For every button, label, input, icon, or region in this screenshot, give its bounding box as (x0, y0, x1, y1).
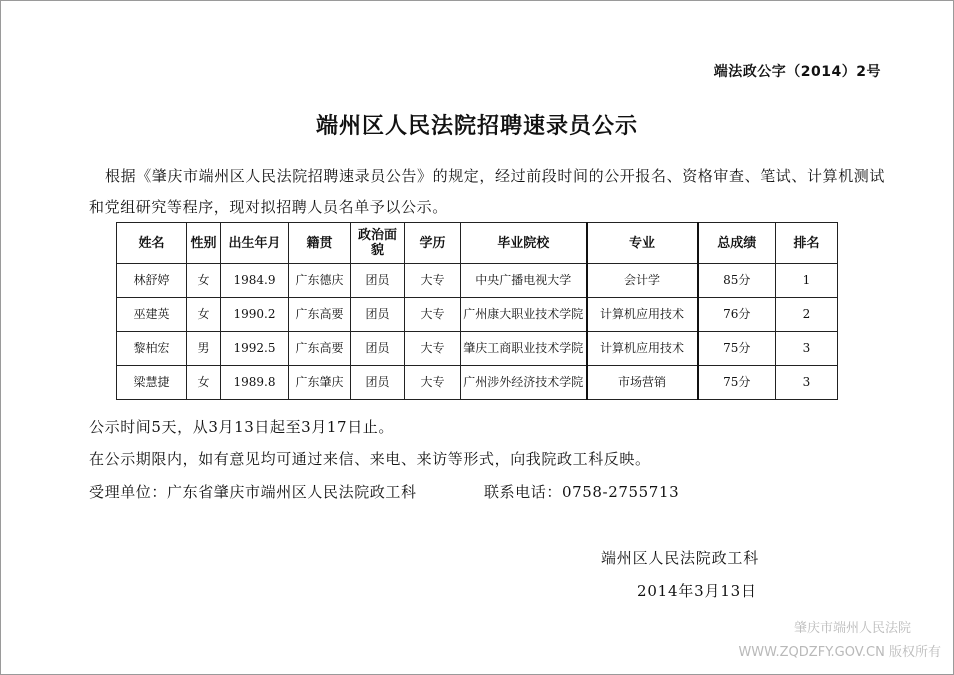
header-score: 总成绩 (698, 223, 776, 264)
signature-org: 端州区人民法院政工科 (601, 549, 760, 567)
cell-birth: 1992.5 (221, 332, 289, 366)
cell-name: 梁慧捷 (117, 366, 187, 400)
cell-school: 广州涉外经济技术学院 (461, 366, 587, 400)
cell-gender: 女 (187, 366, 221, 400)
cell-score: 75分 (698, 366, 776, 400)
cell-gender: 女 (187, 264, 221, 298)
table-row (117, 264, 838, 298)
cell-rank: 2 (776, 298, 838, 332)
cell-gender: 女 (187, 298, 221, 332)
intro-paragraph: 根据《肇庆市端州区人民法院招聘速录员公告》的规定，经过前段时间的公开报名、资格审查、笔试、计算机测试和党组研究等程序，现对拟招聘人员名单予以公示。 (89, 167, 886, 216)
table-header-row (117, 223, 838, 264)
cell-score: 85分 (698, 264, 776, 298)
table-row (117, 366, 838, 400)
cell-rank: 3 (776, 366, 838, 400)
header-school: 毕业院校 (461, 223, 587, 264)
cell-score: 76分 (698, 298, 776, 332)
cell-major: 计算机应用技术 (587, 298, 698, 332)
header-gender: 性别 (187, 223, 221, 264)
contact-phone: 联系电话：0758-2755713 (483, 483, 680, 501)
cell-political-status: 团员 (351, 366, 405, 400)
document-number: 端法政公字（2014）2号 (713, 64, 881, 80)
signature-date: 2014年3月13日 (637, 582, 757, 600)
cell-rank: 3 (776, 332, 838, 366)
cell-birth: 1989.8 (221, 366, 289, 400)
notice-contact-line (89, 477, 889, 508)
cell-major: 市场营销 (587, 366, 698, 400)
cell-rank: 1 (776, 264, 838, 298)
cell-native-place: 广东高要 (289, 332, 351, 366)
cell-native-place: 广东高要 (289, 298, 351, 332)
notice-period: 公示时间5天，从3月13日起至3月17日止。 (89, 418, 395, 436)
header-birth: 出生年月 (221, 223, 289, 264)
cell-name: 巫建英 (117, 298, 187, 332)
cell-major: 计算机应用技术 (587, 332, 698, 366)
cell-gender: 男 (187, 332, 221, 366)
cell-school: 中央广播电视大学 (461, 264, 587, 298)
watermark-court-name: 肇庆市端州人民法院 (793, 621, 911, 636)
accepting-unit: 受理单位：广东省肇庆市端州区人民法院政工科 (89, 483, 417, 501)
cell-education: 大专 (405, 298, 461, 332)
cell-political-status: 团员 (351, 298, 405, 332)
cell-birth: 1984.9 (221, 264, 289, 298)
header-native-place: 籍贯 (289, 223, 351, 264)
cell-political-status: 团员 (351, 264, 405, 298)
header-rank: 排名 (776, 223, 838, 264)
candidate-table (116, 222, 838, 400)
cell-name: 林舒婷 (117, 264, 187, 298)
table-row (117, 298, 838, 332)
page-title: 端州区人民法院招聘速录员公示 (315, 114, 638, 139)
notice-feedback: 在公示期限内，如有意见均可通过来信、来电、来访等形式，向我院政工科反映。 (89, 450, 651, 468)
cell-name: 黎柏宏 (117, 332, 187, 366)
cell-score: 75分 (698, 332, 776, 366)
header-political-status: 政治面貌 (351, 223, 405, 264)
header-name: 姓名 (117, 223, 187, 264)
cell-major: 会计学 (587, 264, 698, 298)
cell-education: 大专 (405, 332, 461, 366)
cell-education: 大专 (405, 366, 461, 400)
cell-political-status: 团员 (351, 332, 405, 366)
cell-education: 大专 (405, 264, 461, 298)
cell-native-place: 广东德庆 (289, 264, 351, 298)
cell-native-place: 广东肇庆 (289, 366, 351, 400)
cell-birth: 1990.2 (221, 298, 289, 332)
header-education: 学历 (405, 223, 461, 264)
header-major: 专业 (587, 223, 698, 264)
table-row (117, 332, 838, 366)
cell-school: 肇庆工商职业技术学院 (461, 332, 587, 366)
watermark-site: WWW.ZQDZFY.GOV.CN 版权所有 (738, 645, 941, 660)
cell-school: 广州康大职业技术学院 (461, 298, 587, 332)
